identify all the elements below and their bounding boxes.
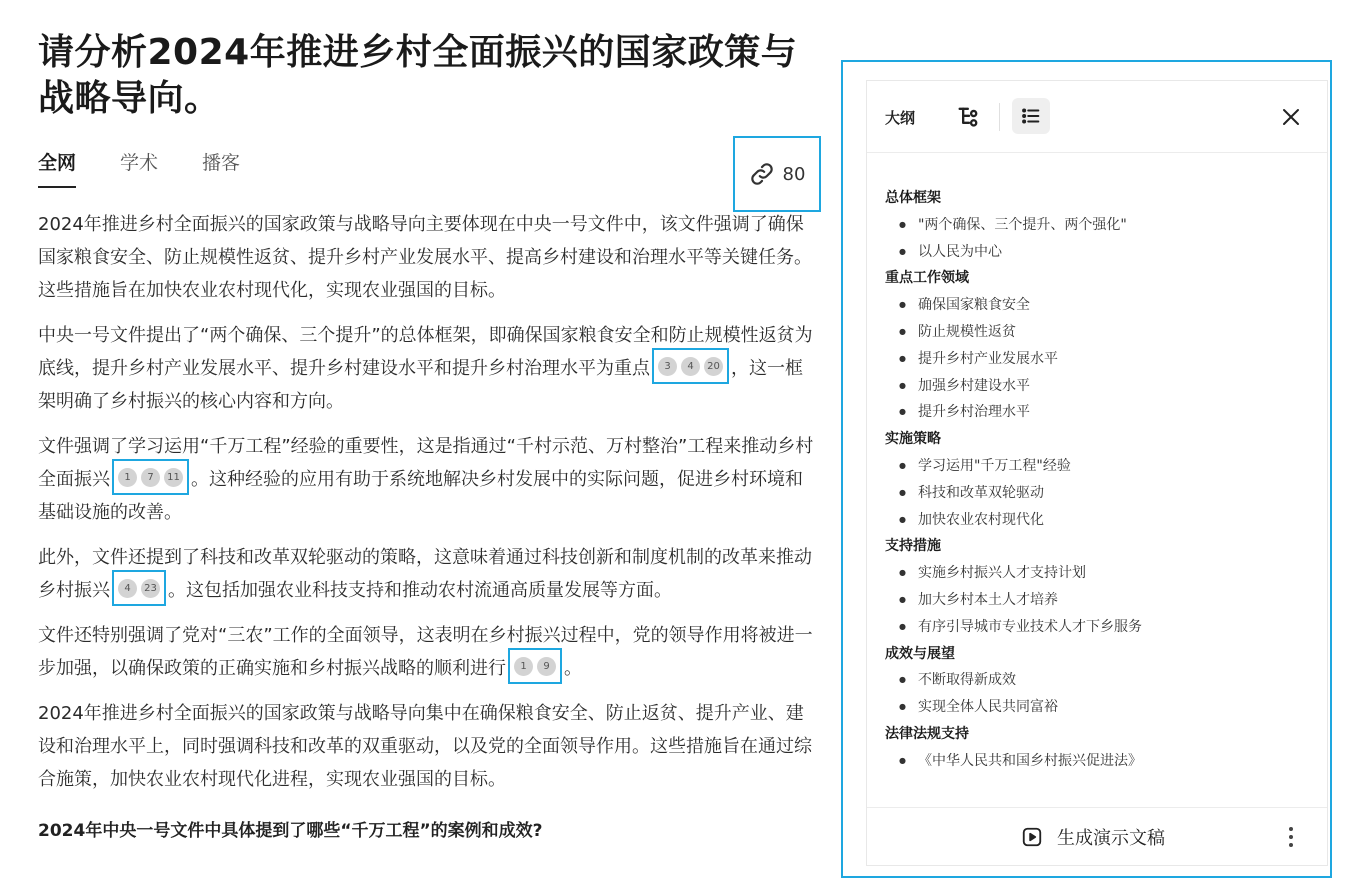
generate-presentation-label: 生成演示文稿 [1057,828,1165,849]
mindmap-icon[interactable] [955,103,983,131]
citation-badge[interactable]: 7 [141,468,160,487]
outline-panel-header [867,81,1327,153]
paragraph-text: ，这一框架明确了乡村振兴的核心内容和方向。 [38,358,803,412]
outline-item[interactable]: ● "两个确保、三个提升、两个强化" [885,212,1315,239]
outline-item[interactable]: ● 学习运用"千万工程"经验 [885,453,1315,480]
outline-item[interactable]: ● 有序引导城市专业技术人才下乡服务 [885,614,1315,641]
outline-item[interactable]: ● 实施乡村振兴人才支持计划 [885,560,1315,587]
generate-presentation-button[interactable] [1021,824,1165,850]
list-view-button[interactable] [1012,98,1050,134]
outline-section-title[interactable]: 支持措施 [885,538,941,555]
outline-item[interactable]: ● 《中华人民共和国乡村振兴促进法》 [885,748,1315,775]
paragraph-text: 文件还特别强调了党对“三农”工作的全面领导，这表明在乡村振兴过程中，党的领导作用将被进一步加强，以确保政策的正确实施和乡村振兴战略的顺利进行 [38,625,813,679]
citation-badge[interactable]: 9 [537,657,556,676]
answer-paragraph-3 [38,430,814,529]
outline-panel-footer [867,807,1327,865]
sources-button[interactable] [733,136,821,212]
list-icon [1020,105,1042,127]
paragraph-text: 。这包括加强农业科技支持和推动农村流通高质量发展等方面。 [168,580,672,601]
citation-group [112,570,166,606]
outline-tab-title[interactable]: 大纲 [885,109,916,127]
play-icon [1021,826,1043,848]
citation-badge[interactable]: 4 [681,357,700,376]
outline-item[interactable]: ● 以人民为中心 [885,239,1315,266]
outline-item[interactable]: ● 提升乡村产业发展水平 [885,346,1315,373]
answer-paragraph-4 [38,541,814,607]
outline-item[interactable]: ● 加强乡村建设水平 [885,373,1315,400]
outline-section-title[interactable]: 实施策略 [885,431,941,448]
outline-item[interactable]: ● 不断取得新成效 [885,667,1315,694]
outline-item[interactable]: ● 防止规模性返贫 [885,319,1315,346]
more-vertical-icon[interactable] [1285,825,1297,849]
outline-section-title[interactable]: 法律法规支持 [885,725,969,742]
citation-group [652,348,729,384]
outline-item[interactable]: ● 科技和改革双轮驱动 [885,480,1315,507]
answer-paragraph-6: 2024年推进乡村全面振兴的国家政策与战略导向集中在确保粮食安全、防止返贫、提升产业、建设和治理水平上，同时强调科技和改革的双重驱动，以及党的全面领导作用。这些措施旨在通过综合施策，加快农业农村现代化进程，实现农业强国的目标。 [38,703,812,790]
paragraph-text: 。这种经验的应用有助于系统地解决乡村发展中的实际问题，促进乡村环境和基础设施的改善。 [38,469,803,523]
citation-badge[interactable]: 20 [704,357,723,376]
paragraph-text: 此外，文件还提到了科技和改革双轮驱动的策略，这意味着通过科技创新和制度机制的改革来推动乡村振兴 [38,547,812,601]
citation-badge[interactable]: 1 [514,657,533,676]
outline-section-title[interactable]: 总体框架 [885,190,941,206]
answer-paragraph-5 [38,619,814,685]
outline-panel [866,80,1328,866]
close-icon[interactable] [1279,105,1303,129]
outline-item[interactable]: ● 确保国家粮食安全 [885,292,1315,319]
paragraph-text: 文件强调了学习运用“千万工程”经验的重要性，这是指通过“千村示范、万村整治”工程来推动乡村全面振兴 [38,436,814,490]
outline-section-title[interactable]: 重点工作领域 [885,270,969,287]
paragraph-text: 中央一号文件提出了“两个确保、三个提升”的总体框架，即确保国家粮食安全和防止规模性返贫为底线，提升乡村产业发展水平、提升乡村建设水平和提升乡村治理水平为重点 [38,325,813,379]
citation-badge[interactable]: 3 [658,357,677,376]
outline-item[interactable]: ● 提升乡村治理水平 [885,399,1315,426]
source-tabs [38,148,284,188]
answer-paragraph-2 [38,319,814,418]
header-divider [999,103,1000,131]
tab-podcast[interactable]: 播客 [202,152,241,174]
outline-section-title[interactable]: 成效与展望 [885,645,955,662]
outline-item[interactable]: ● 加大乡村本土人才培养 [885,587,1315,614]
question-title: 请分析2024年推进乡村全面振兴的国家政策与战略导向。 [38,32,798,119]
citation-badge[interactable]: 1 [118,468,137,487]
tab-academic[interactable]: 学术 [120,152,159,174]
link-icon [749,161,775,187]
related-question[interactable]: 2024年中央一号文件中具体提到了哪些“千万工程”的案例和成效? [38,821,543,841]
citation-badge[interactable]: 11 [164,468,183,487]
citation-group [508,648,562,684]
answer-paragraph-1: 2024年推进乡村全面振兴的国家政策与战略导向主要体现在中央一号文件中，该文件强调了确保国家粮食安全、防止规模性返贫、提升乡村产业发展水平、提高乡村建设和治理水平等关键任务。这些措施旨在加快农业农村现代化，实现农业强国的目标。 [38,214,812,301]
outline-list [885,185,1315,775]
outline-item[interactable]: ● 实现全体人民共同富裕 [885,694,1315,721]
sources-count: 80 [782,163,806,185]
tab-web[interactable]: 全网 [38,148,76,188]
citation-group [112,459,189,495]
citation-badge[interactable]: 23 [141,579,160,598]
tabs-row [38,136,814,208]
citation-badge[interactable]: 4 [118,579,137,598]
answer-main [38,30,814,841]
paragraph-text: 。 [564,658,582,679]
outline-item[interactable]: ● 加快农业农村现代化 [885,507,1315,534]
